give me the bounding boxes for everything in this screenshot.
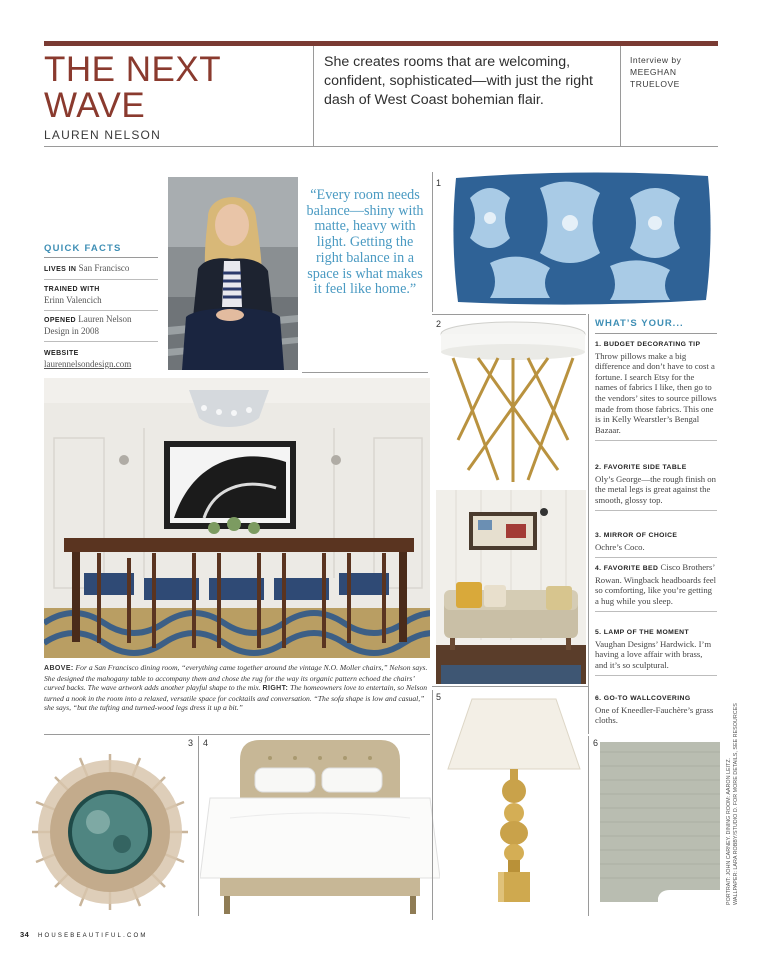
item-label: 2. FAVORITE SIDE TABLE [595, 464, 687, 471]
header-bottom-rule [44, 146, 718, 147]
deck-text: She creates rooms that are welcoming, confident, sophisticated—with just the right dash of West Coast bohemian flair. [324, 54, 593, 108]
caption-above-text: For a San Francisco dining room, “everything came together around the vintage N.O. Moller chairs,” Nelson says. She designed the mahogany table to accompany them and chose the rug for the way its organic pattern echoed the chairs’ curved backs. The wave artwork adds another playful shape to the mix. [44, 663, 428, 693]
fact-label: OPENED [44, 317, 76, 324]
page-folio [20, 930, 148, 939]
website-link[interactable]: laurennelsondesign.com [44, 359, 132, 369]
caption-right-text: The homeowners love to entertain, so Nelson turned a nook in the room into a relaxed, versatile space for cocktails and conversation. “The sofa shape is low and casual,” she says, “but the tufting and turned-wood legs dress it up a bit.” [44, 683, 428, 713]
fact-lives-in [44, 263, 158, 280]
title-line-2: WAVE [44, 86, 146, 125]
item-text: Cisco Brothers’ Rowan. Wingback headboards feel so comforting, like you’re getting a hug while you sleep. [595, 562, 717, 606]
item-label: 4. FAVORITE BED [595, 565, 659, 572]
title-line-1: THE NEXT [44, 50, 222, 89]
fact-label: WEBSITE [44, 350, 79, 357]
site-url[interactable]: HOUSEBEAUTIFUL.COM [37, 933, 148, 939]
item-number-3: 3 [188, 738, 194, 748]
whats-your-heading: WHAT’S YOUR... [595, 318, 684, 329]
item-text: Oly’s George—the rough finish on the metal legs is great against the smooth, glossy top. [595, 473, 716, 505]
item-text: Vaughan Designs’ Hardwick. I’m having a love affair with brass, and it’s so sculptural. [595, 638, 712, 670]
whats-your-item-5 [595, 628, 717, 676]
item-number-5: 5 [436, 692, 442, 702]
caption-right-label: RIGHT: [262, 685, 289, 693]
item-5-divider [432, 690, 433, 920]
item-2-rule [432, 314, 586, 315]
pillow-image [450, 168, 714, 308]
item-1-divider [432, 172, 433, 312]
lamp-image [444, 695, 584, 910]
whats-your-item-2 [595, 463, 717, 511]
designer-name: LAUREN NELSON [44, 128, 161, 142]
dining-room-photo [44, 378, 430, 658]
quick-facts-heading: QUICK FACTS [44, 243, 122, 254]
page-title [44, 52, 312, 124]
top-rule [44, 41, 718, 46]
item-label: 1. BUDGET DECORATING TIP [595, 341, 701, 348]
item-label: 5. LAMP OF THE MOMENT [595, 629, 689, 636]
item-3-divider [198, 736, 199, 916]
quick-facts-rule [44, 257, 158, 258]
item-text: Throw pillows make a big difference and don’t have to cost a fortune. I search Etsy for the names of fabrics I like, then go to the vendors’ sites to source pillows made from those fabrics. This one is in Kelly Wearstler’s Bengal Bazaar. [595, 350, 717, 435]
photo-credits [726, 665, 740, 905]
header-divider-2 [620, 46, 621, 146]
byline-name-1: MEEGHAN [630, 67, 677, 77]
caption-rule [44, 734, 430, 735]
item-text: One of Kneedler-Fauchère’s grass cloths. [595, 704, 714, 726]
photo-caption [44, 663, 430, 713]
fact-opened [44, 314, 158, 342]
fact-trained-with [44, 283, 158, 311]
whats-your-item-1 [595, 340, 717, 441]
portrait-photo [168, 177, 298, 370]
item-6-divider [588, 736, 589, 916]
fact-value: Lauren Nelson Design in 2008 [44, 314, 132, 336]
fact-website [44, 347, 158, 370]
fact-label: LIVES IN [44, 266, 77, 273]
whats-your-divider [588, 314, 589, 734]
sofa-rule [432, 686, 588, 687]
item-label: 6. GO-TO WALLCOVERING [595, 695, 691, 702]
caption-above-label: ABOVE: [44, 665, 74, 672]
side-table-image [438, 320, 588, 485]
bed-image [200, 738, 440, 918]
item-text: Ochre’s Coco. [595, 541, 645, 552]
byline-name-2: TRUELOVE [630, 79, 680, 89]
fact-value: Erinn Valencich [44, 295, 102, 305]
credit-line-1: PORTRAIT: JOHN CARNEY. DINING ROOM: AARON LEITZ. [726, 757, 732, 905]
byline [630, 54, 681, 90]
item-number-1: 1 [436, 178, 442, 188]
item-label: 3. MIRROR OF CHOICE [595, 532, 678, 539]
mirror-image [30, 752, 190, 912]
quote-rule [302, 372, 428, 373]
pull-quote: “Every room needs balance—shiny with matte, heavy with light. Getting the right balance in a space is what makes it feel like home.” [306, 187, 424, 298]
item-number-4: 4 [203, 738, 209, 748]
page-number: 34 [20, 930, 30, 939]
item-number-6: 6 [593, 738, 599, 748]
fact-value: San Francisco [78, 263, 130, 273]
whats-your-item-4 [595, 562, 717, 612]
whats-your-rule [595, 333, 717, 334]
wallcovering-swatch [600, 742, 720, 902]
sofa-nook-photo [436, 490, 586, 684]
whats-your-item-3 [595, 531, 717, 558]
whats-your-item-6 [595, 694, 717, 726]
byline-label: Interview by [630, 55, 682, 65]
fact-label: TRAINED WITH [44, 286, 100, 293]
header-divider-1 [313, 46, 314, 146]
credit-line-2: WALLPAPER: LARA ROBBY/STUDIO D. FOR MORE DETAILS, SEE RESOURCES [733, 703, 739, 905]
item-number-2: 2 [436, 319, 442, 329]
